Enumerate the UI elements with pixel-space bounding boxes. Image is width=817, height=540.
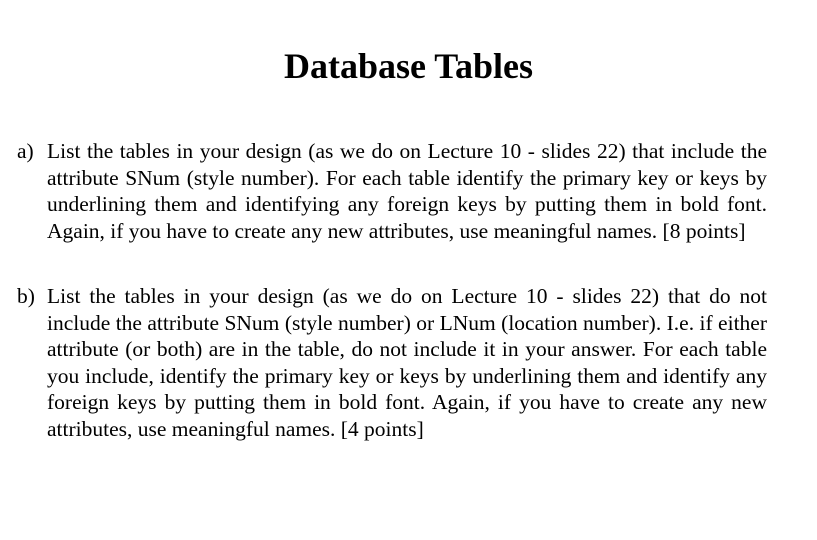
question-b xyxy=(17,283,767,442)
question-a xyxy=(17,138,767,244)
page-title: Database Tables xyxy=(283,46,534,86)
question-a-text: List the tables in your design (as we do on Lecture 10 - slides 22) that include the attribute SNum (style number). For each table identify the primary key or keys by underlining them and identifying any foreign keys by putting them in bold font. Again, if you have to create any new attributes, use meaningful names. [8 points] xyxy=(47,139,767,243)
question-b-label: b) xyxy=(17,284,35,308)
question-a-label: a) xyxy=(17,139,34,163)
question-b-text: List the tables in your design (as we do on Lecture 10 - slides 22) that do not include the attribute SNum (style number) or LNum (location number). I.e. if either attribute (or both) are in the table, do not include it in your answer. For each table you include, identify the primary key or keys by underlining them and identify any foreign keys by putting them in bold font. Again, if you have to create any new attributes, use meaningful names. [4 points] xyxy=(47,284,767,441)
